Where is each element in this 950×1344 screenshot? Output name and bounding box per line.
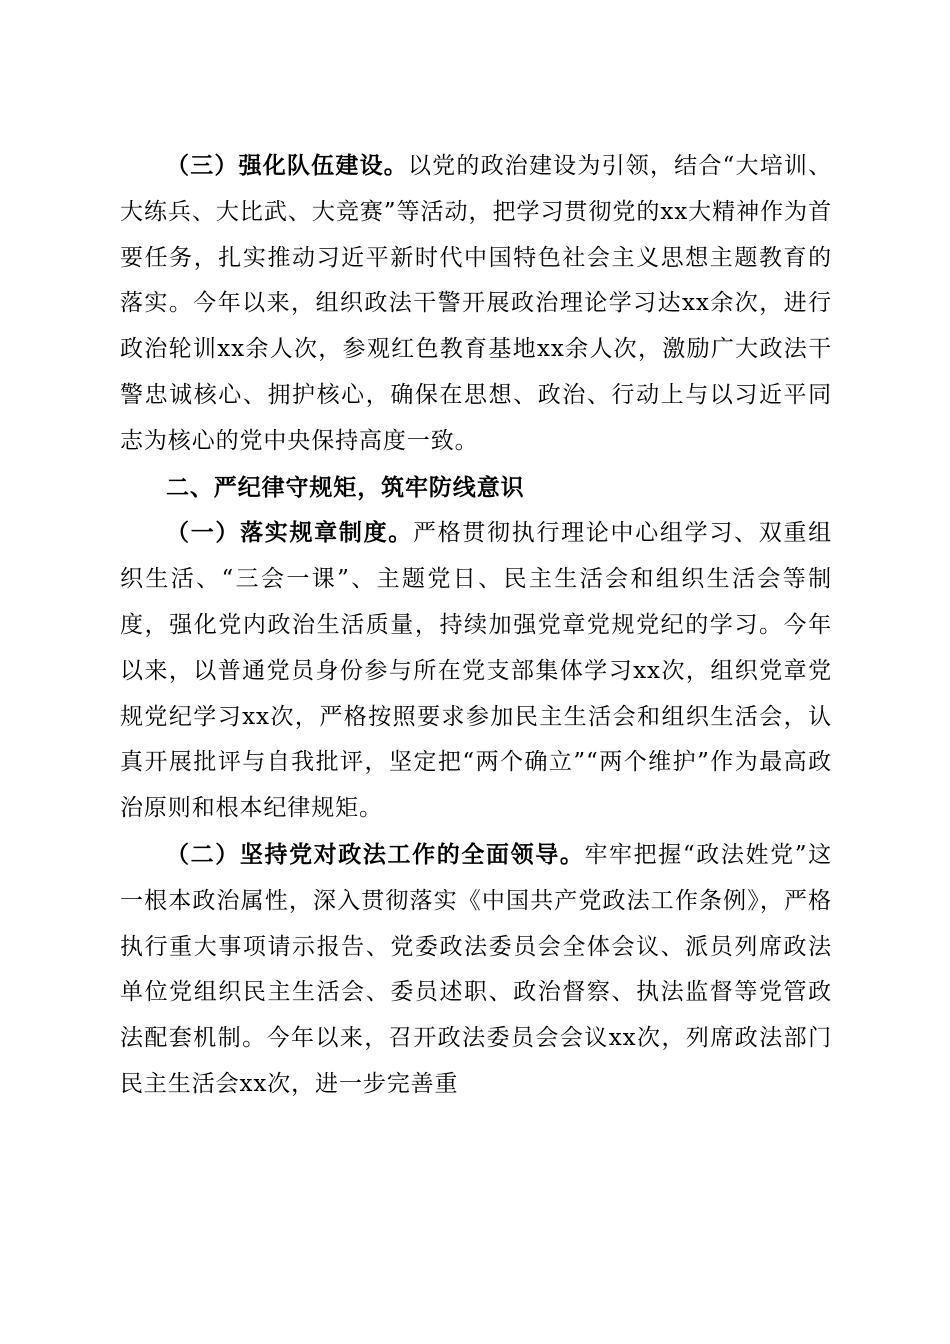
paragraph-lead: （一）落实规章制度。 — [166, 519, 413, 547]
paragraph-text: 严格贯彻执行理论中心组学习、双重组织生活、“三会一课”、主题党日、民主生活会和组织生活会等制度，强化党内政治生活质量，持续加强党章党规党纪的学习。今年以来，以普通党员身份参与所在党支部集体学习xx次，组织党章党规党纪学习xx次，严格按照要求参加民主生活会和组织生活会，认真开展批评与自我批评，坚定把“两个确立”“两个维护”作为最高政治原则和根本纪律规矩。 — [120, 520, 832, 822]
paragraph-text: 牢牢把握“政法姓党”这一根本政治属性，深入贯彻落实《中国共产党政法工作条例》，严格执行重大事项请示报告、党委政法委员会全体会议、派员列席政法单位党组织民主生活会、委员述职、政治督察、执法监督等党管政法配套机制。今年以来，召开政法委员会会议xx次，列席政法部门民主生活会xx次，进一步完善重 — [120, 841, 832, 1097]
paragraph-implement-rules — [120, 510, 832, 832]
paragraph-lead: （二）坚持党对政法工作的全面领导。 — [166, 840, 585, 868]
paragraph-strengthen-team — [120, 143, 832, 465]
paragraph-lead: （三）强化队伍建设。 — [166, 152, 408, 179]
paragraph-text: 以党的政治建设为引领，结合“大培训、大练兵、大比武、大竞赛”等活动，把学习贯彻党的xx大精神作为首要任务，扎实推动习近平新时代中国特色社会主义思想主题教育的落实。今年以来，组织政法干警开展政治理论学习达xx余次，进行政治轮训xx余人次，参观红色教育基地xx余人次，激励广大政法干警忠诚核心、拥护核心，确保在思想、政治、行动上与以习近平同志为核心的党中央保持高度一致。 — [120, 153, 832, 454]
paragraph-party-leadership — [120, 832, 832, 1108]
document-body — [120, 143, 832, 1108]
section-heading-discipline: 二、严纪律守规矩，筑牢防线意识 — [166, 473, 525, 501]
